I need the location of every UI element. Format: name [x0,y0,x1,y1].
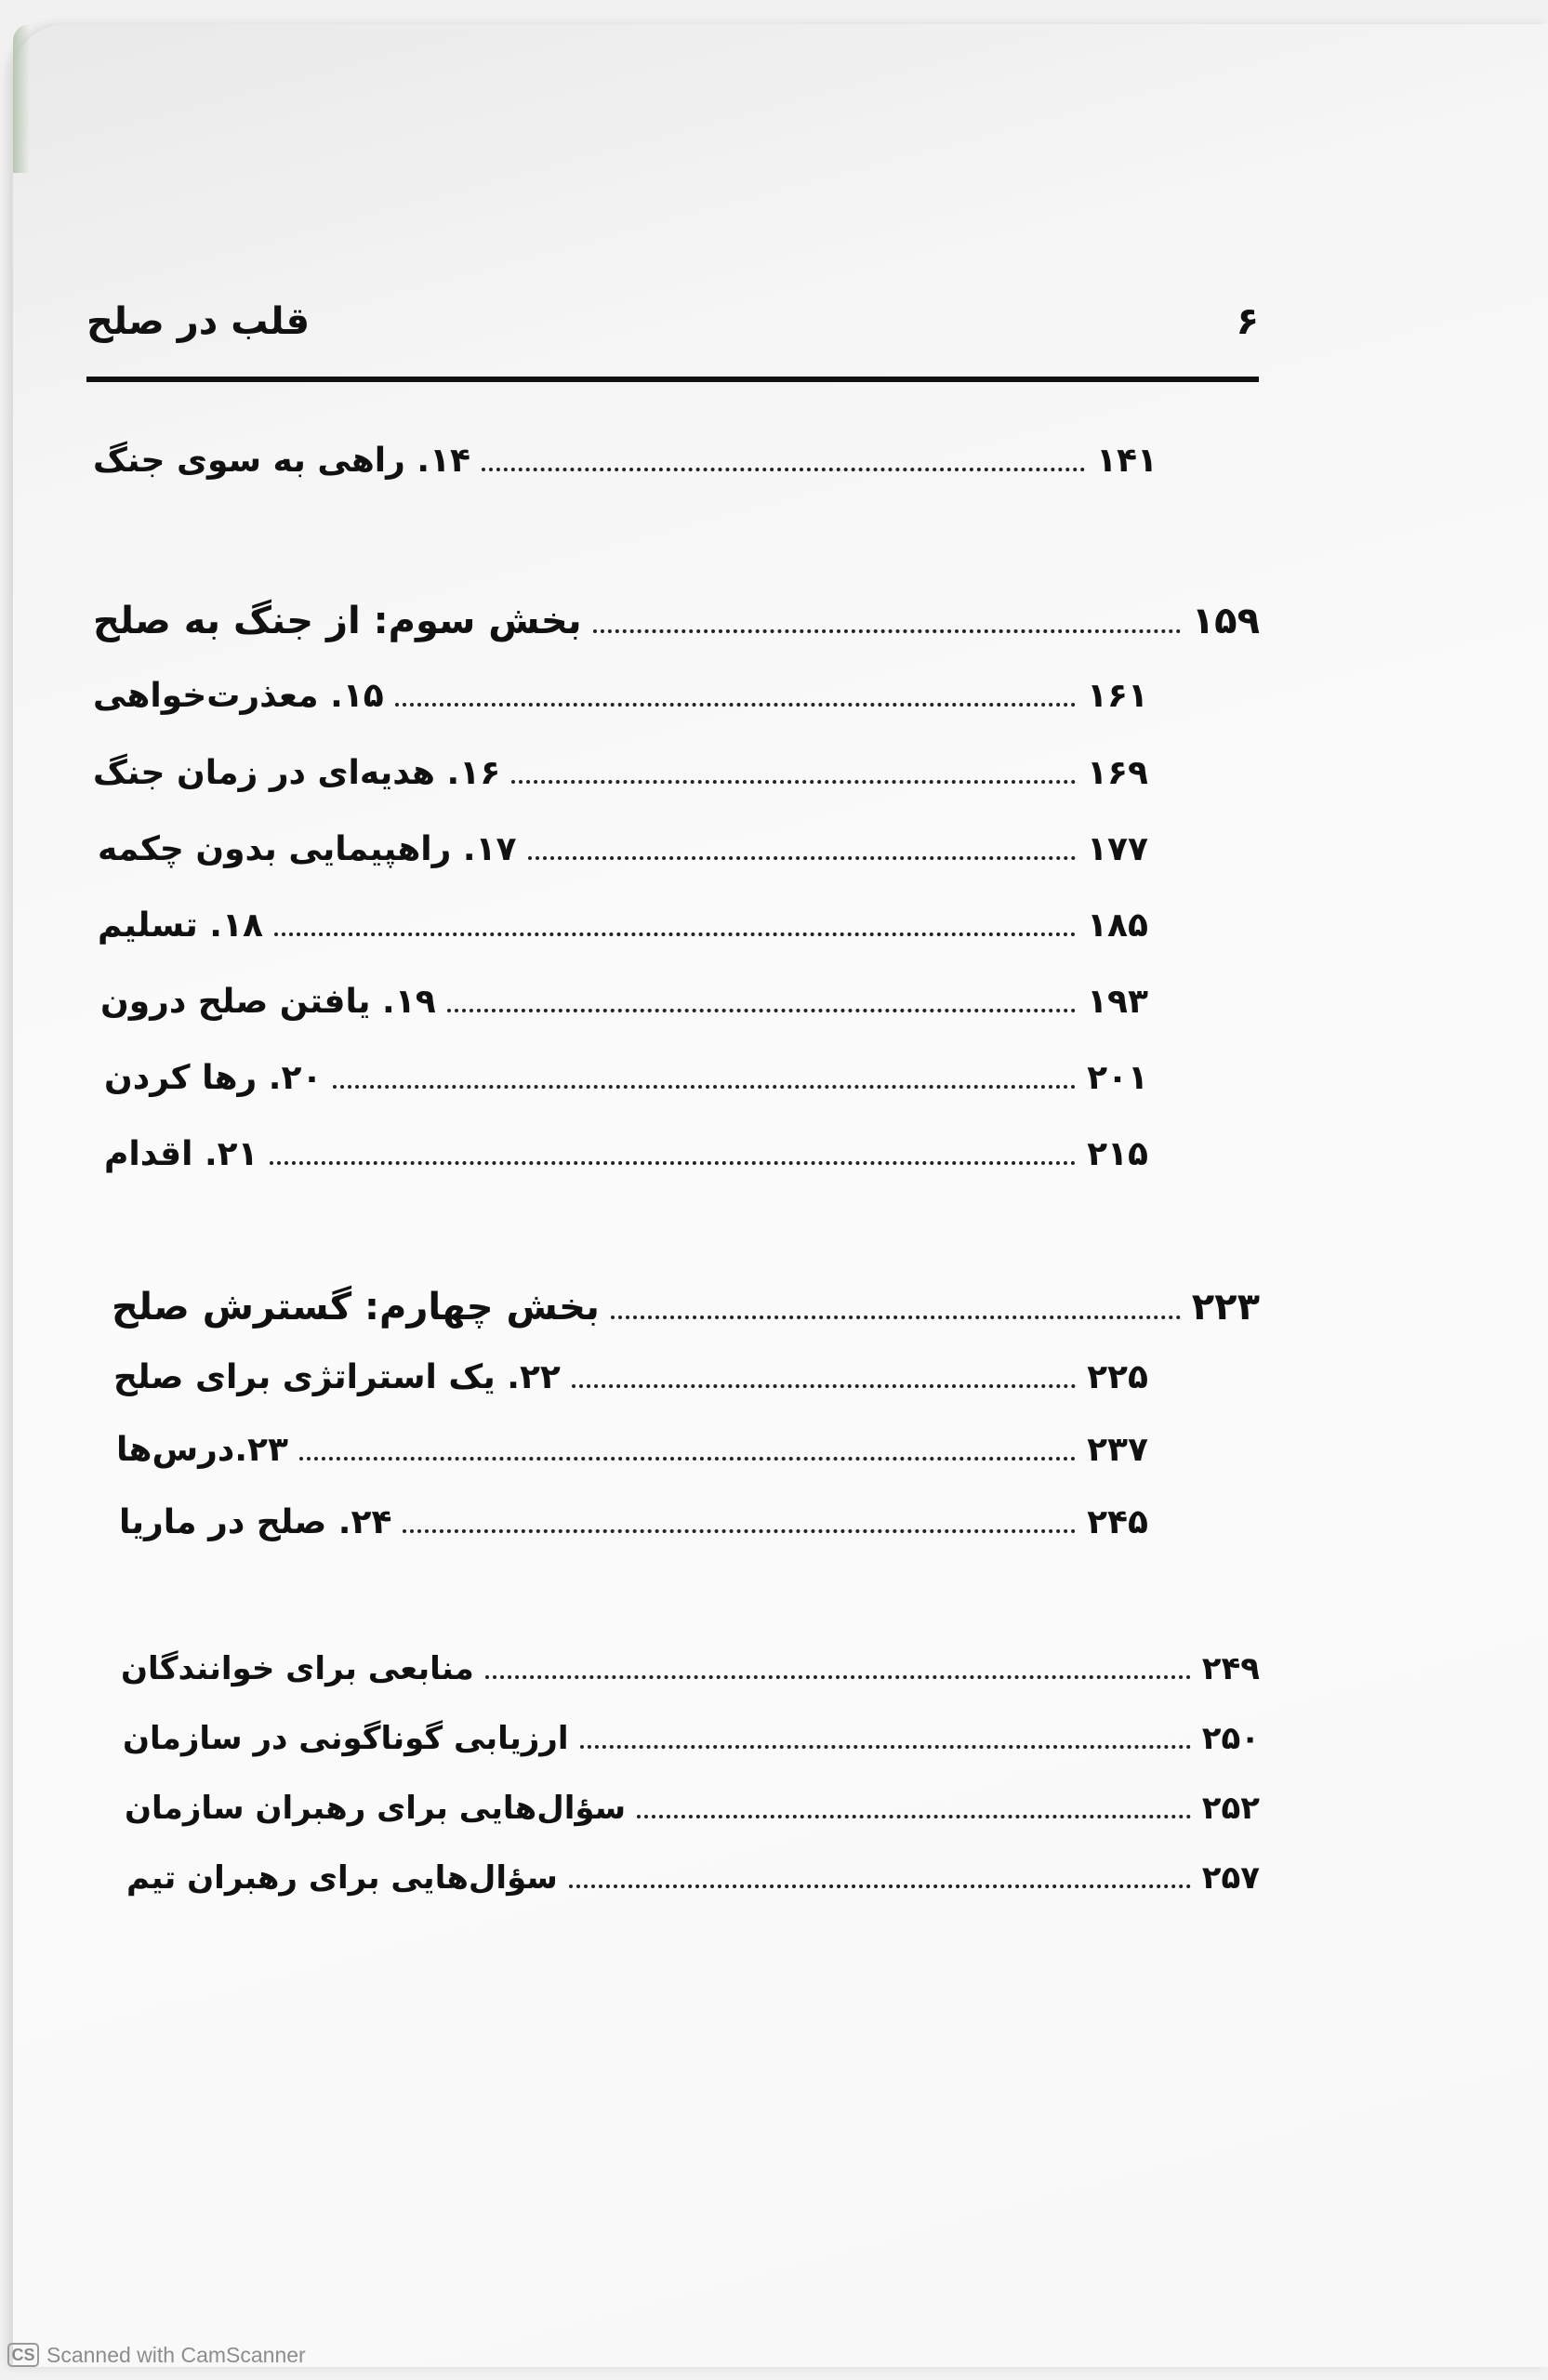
leader-dots [299,1456,1076,1461]
toc-entry [116,1431,1148,1481]
camscanner-logo-icon: CS [7,2343,39,2367]
toc-entry [98,830,1148,880]
toc-entry-title: ۲۰. رها کردن [104,1059,323,1097]
toc-entry [98,906,1148,957]
toc-entry [93,677,1148,727]
toc-entry-page: ۲۱۵ [1087,1135,1148,1173]
toc-entry-page: ۲۳۷ [1087,1431,1148,1469]
leader-dots [611,1315,1181,1319]
toc-entry-title: ۲۴. صلح در ماریا [119,1503,392,1541]
toc-entry-title: ۱۷. راهپیمایی بدون چکمه [98,830,517,868]
toc-appendix-entry [123,1720,1260,1770]
toc-entry-page: ۱۴۱ [1096,442,1158,480]
toc-entry [119,1503,1148,1554]
toc-entry-page: ۲۰۱ [1087,1059,1148,1097]
toc-entry-title: ۱۵. معذرت‌خواهی [93,677,384,715]
toc-entry-title: ۱۴. راهی به سوی جنگ [93,442,471,480]
toc-entry-title: سؤال‌هایی برای رهبران سازمان [125,1790,627,1827]
toc-entry-page: ۱۵۹ [1191,600,1260,642]
toc-entry-page: ۱۶۱ [1087,677,1148,715]
toc-entry-title: سؤال‌هایی برای رهبران تیم [126,1859,558,1897]
toc-entry-title: ۲۲. یک استراتژی برای صلح [113,1358,561,1396]
leader-dots [511,779,1076,784]
leader-dots [637,1814,1191,1818]
leader-dots [333,1084,1076,1089]
scanner-watermark [7,2341,306,2369]
toc-entry-page: ۱۹۳ [1087,983,1148,1021]
toc-entry-page: ۲۴۵ [1087,1503,1148,1541]
toc-entry-title: ۱۹. یافتن صلح درون [100,983,436,1021]
toc-entry-title: ۱۶. هدیه‌ای در زمان جنگ [93,754,501,792]
scanner-text: Scanned with CamScanner [46,2342,306,2367]
leader-dots [528,855,1077,860]
toc-entry [104,1135,1148,1185]
toc-entry-page: ۲۲۳ [1191,1286,1260,1329]
toc-entry-title: ۱۸. تسلیم [98,906,263,945]
leader-dots [274,932,1076,936]
toc-entry-title: ۲۳.درس‌ها [116,1431,288,1469]
toc-entry [100,983,1148,1033]
toc-entry-page: ۲۵۷ [1201,1859,1260,1897]
toc-entry-title: ۲۱. اقدام [104,1135,258,1173]
toc-entry-page: ۱۶۹ [1087,754,1148,792]
toc-entry [113,1358,1148,1408]
toc-appendix-entry [121,1650,1260,1700]
leader-dots [485,1674,1191,1679]
leader-dots [572,1383,1076,1388]
toc-entry [93,754,1148,804]
running-title: قلب در صلح [86,300,311,343]
toc-entry-title: بخش سوم: از جنگ به صلح [93,600,582,642]
toc-entry-title: بخش چهارم: گسترش صلح [112,1286,600,1329]
toc-entry-page: ۱۸۵ [1087,906,1148,945]
leader-dots [569,1884,1191,1888]
leader-dots [270,1160,1076,1165]
toc-entry-page: ۱۷۷ [1087,830,1148,868]
toc-entry-page: ۲۲۵ [1087,1358,1148,1396]
leader-dots [403,1528,1076,1533]
toc-entry-title: ارزیابی گوناگونی در سازمان [123,1720,569,1757]
page-number: ۶ [1236,300,1259,343]
leader-dots [593,628,1181,633]
leader-dots [580,1744,1191,1749]
leader-dots [447,1008,1076,1012]
toc-entry-page: ۲۵۰ [1201,1720,1260,1757]
leader-dots [482,467,1085,471]
toc-appendix-entry [126,1859,1260,1910]
toc-section-entry [112,1286,1260,1336]
toc-section-entry [93,600,1260,650]
toc-entry [93,442,1158,492]
toc-entry-title: منابعی برای خوانندگان [121,1650,474,1687]
toc-entry-page: ۲۴۹ [1201,1650,1260,1687]
leader-dots [395,702,1076,707]
toc-entry [104,1059,1148,1109]
toc-entry-page: ۲۵۲ [1201,1790,1260,1827]
toc-appendix-entry [125,1790,1260,1840]
